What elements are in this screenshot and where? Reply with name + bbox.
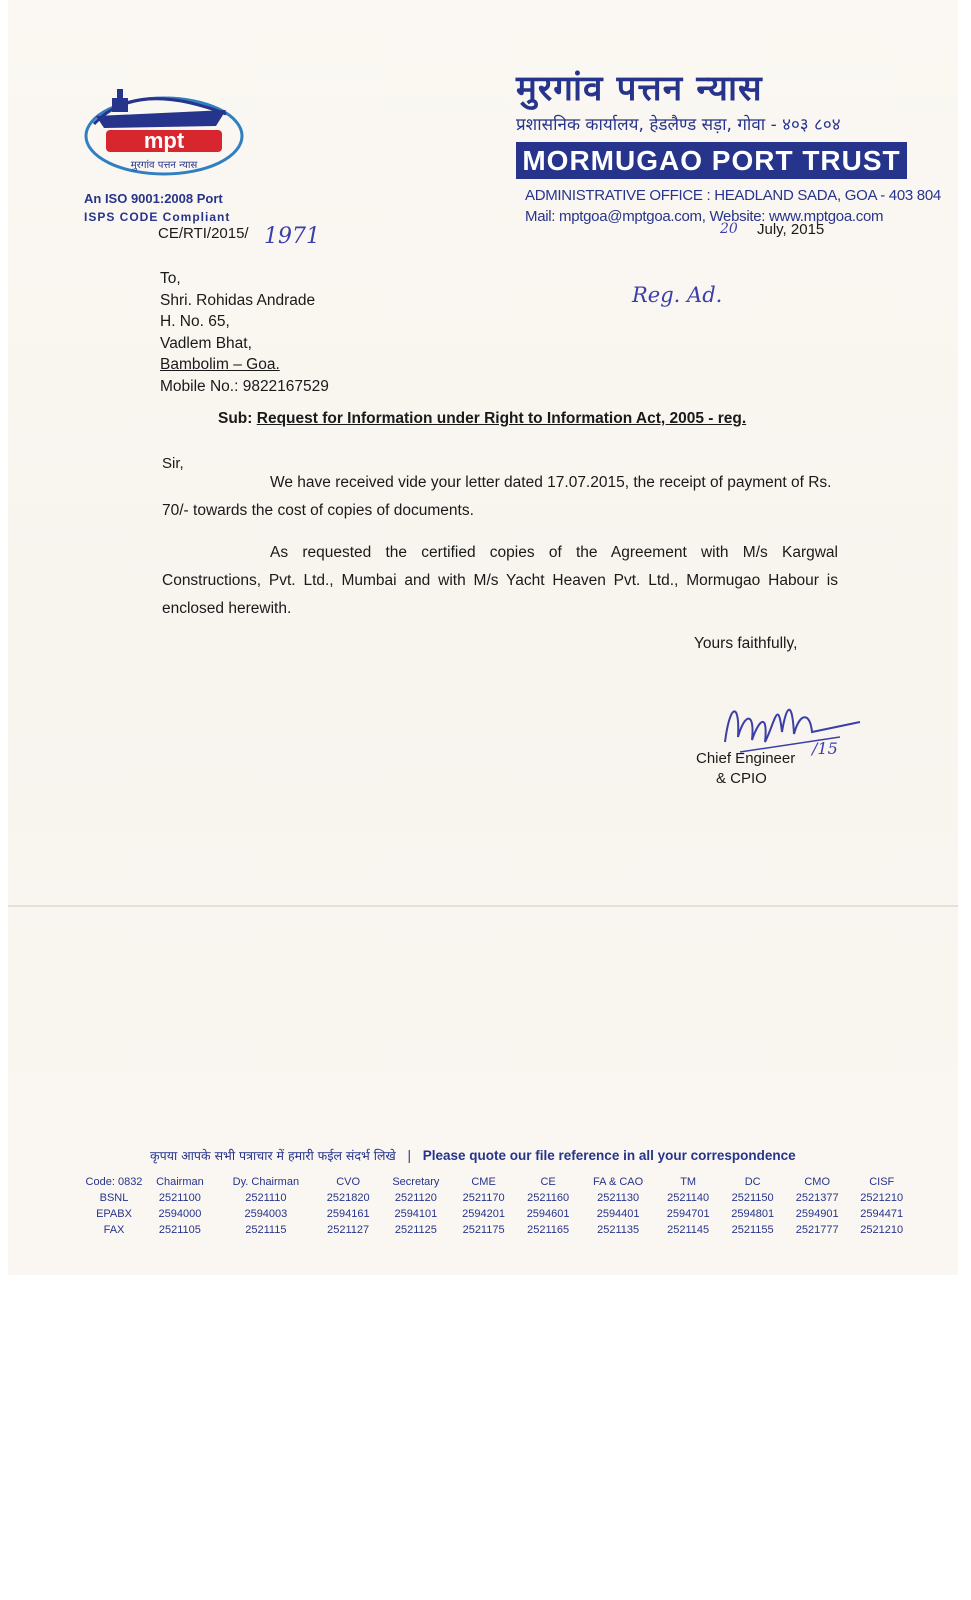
- hindi-org-name: मुरगांव पत्तन न्यास: [516, 68, 763, 109]
- signature-date: /15: [812, 739, 838, 758]
- table-cell: 2521120: [394, 1192, 437, 1204]
- table-cell: 2594101: [394, 1208, 438, 1220]
- to-label: To,: [160, 270, 181, 287]
- table-header-cell: CVO: [336, 1176, 361, 1188]
- table-header-cell: CISF: [869, 1176, 895, 1188]
- table-header-cell: CE: [540, 1176, 556, 1188]
- registered-ad-annotation: Reg. Ad.: [632, 283, 723, 307]
- table-cell: 2521150: [731, 1192, 774, 1204]
- table-cell: 2594471: [860, 1208, 904, 1220]
- logo-subtext: मुरगांव पत्तन न्यास: [130, 160, 198, 171]
- table-header-cell: CME: [471, 1176, 496, 1188]
- table-cell: 2521135: [597, 1224, 640, 1236]
- table-cell: 2521127: [327, 1224, 370, 1236]
- table-cell: 2594000: [158, 1208, 202, 1220]
- table-header-cell: Code: 0832: [85, 1176, 143, 1188]
- table-cell: 2521140: [667, 1192, 710, 1204]
- hindi-address: प्रशासनिक कार्यालय, हेडलैण्ड सड़ा, गोवा - ४०३ ८०४: [516, 115, 841, 135]
- table-cell: 2594003: [244, 1208, 288, 1220]
- addressee-city: Bambolim – Goa.: [160, 356, 280, 373]
- table-cell: BSNL: [99, 1192, 129, 1204]
- closing: Yours faithfully,: [694, 635, 798, 652]
- table-cell: 2521105: [158, 1224, 201, 1236]
- subject-text: Request for Information under Right to Information Act, 2005 - reg.: [256, 410, 747, 427]
- footer-english-note: Please quote our file reference in all your correspondence: [422, 1148, 796, 1163]
- salutation: Sir,: [162, 455, 184, 472]
- table-cell: 2594401: [596, 1208, 640, 1220]
- table-cell: 2521115: [245, 1224, 287, 1236]
- org-name-banner: MORMUGAO PORT TRUST: [516, 142, 907, 179]
- table-header-cell: Chairman: [156, 1176, 204, 1188]
- footer-note: [150, 1147, 796, 1164]
- table-cell: 2594901: [795, 1208, 839, 1220]
- signatory-block: [696, 749, 795, 789]
- isps-line: ISPS CODE Compliant: [84, 210, 231, 224]
- admin-address: ADMINISTRATIVE OFFICE : HEADLAND SADA, GOA - 403 804: [525, 187, 941, 204]
- table-cell: 2594161: [326, 1208, 370, 1220]
- iso-line: An ISO 9001:2008 Port: [84, 191, 223, 206]
- addressee-house: H. No. 65,: [160, 313, 230, 330]
- reference-prefix: CE/RTI/2015/: [158, 225, 249, 242]
- table-header-cell: Dy. Chairman: [232, 1176, 300, 1188]
- table-header-cell: TM: [680, 1176, 697, 1188]
- subject-line: [218, 410, 746, 428]
- designation-chief-engineer: Chief Engineer: [696, 750, 796, 767]
- table-cell: 2521110: [245, 1192, 287, 1204]
- table-cell: 2594601: [526, 1208, 570, 1220]
- addressee-name: Shri. Rohidas Andrade: [160, 291, 316, 309]
- addressee-street: Vadlem Bhat,: [160, 334, 252, 352]
- paper-fold-line: [8, 905, 958, 907]
- table-header-cell: CMO: [804, 1176, 831, 1188]
- contact-line: Mail: mptgoa@mptgoa.com, Website: www.mptgoa.com: [525, 208, 884, 225]
- iso-block: [84, 190, 230, 226]
- addressee-block: [160, 268, 329, 397]
- table-header-row: [84, 1174, 914, 1190]
- table-cell: 2594701: [666, 1208, 710, 1220]
- table-cell: 2521155: [731, 1224, 774, 1236]
- date-text: July, 2015: [757, 221, 825, 238]
- table-row: [84, 1222, 914, 1238]
- table-cell: 2521210: [860, 1224, 904, 1236]
- table-cell: 2521777: [795, 1224, 839, 1236]
- table-cell: 2594801: [731, 1208, 775, 1220]
- table-row: [84, 1206, 914, 1222]
- date-day-handwritten: 20: [720, 221, 738, 237]
- table-cell: 2521160: [527, 1192, 570, 1204]
- body-paragraph-2: As requested the certified copies of the Agreement with M/s Kargwal Constructions, Pvt. Ltd., Mumbai and with M/s Yacht Heaven Pvt. Ltd., Mormugao Habour is enclosed herewith.: [162, 544, 838, 617]
- footer-hindi-note: कृपया आपके सभी पत्राचार में हमारी फईल संदर्भ लिखे: [150, 1148, 396, 1163]
- table-cell: 2521210: [860, 1192, 904, 1204]
- body-paragraph-1: We have received vide your letter dated 17.07.2015, the receipt of payment of Rs. 70/- towards the cost of copies of documents.: [162, 474, 832, 519]
- contact-numbers-table: [84, 1174, 914, 1238]
- subject-label: Sub:: [218, 410, 253, 427]
- table-header-cell: FA & CAO: [593, 1176, 644, 1188]
- table-cell: 2521130: [597, 1192, 640, 1204]
- table-cell: 2521175: [462, 1224, 505, 1236]
- table-row: [84, 1190, 914, 1206]
- table-cell: 2521125: [394, 1224, 437, 1236]
- addressee-mobile: Mobile No.: 9822167529: [160, 377, 329, 395]
- table-header-cell: DC: [744, 1176, 761, 1188]
- table-cell: 2521165: [527, 1224, 570, 1236]
- table-cell: 2594201: [462, 1208, 505, 1220]
- table-cell: 2521145: [667, 1224, 710, 1236]
- designation-cpio: & CPIO: [716, 770, 767, 787]
- mpt-logo: [76, 84, 246, 179]
- table-cell: 2521377: [795, 1192, 839, 1204]
- table-cell: EPABX: [96, 1208, 132, 1220]
- table-cell: FAX: [103, 1224, 125, 1236]
- table-cell: 2521820: [326, 1192, 370, 1204]
- table-cell: 2521170: [462, 1192, 505, 1204]
- table-header-cell: Secretary: [392, 1176, 440, 1188]
- logo-text: mpt: [143, 128, 185, 153]
- reference-number-handwritten: 1971: [264, 224, 320, 249]
- table-cell: 2521100: [158, 1192, 201, 1204]
- footer-separator: |: [407, 1148, 411, 1163]
